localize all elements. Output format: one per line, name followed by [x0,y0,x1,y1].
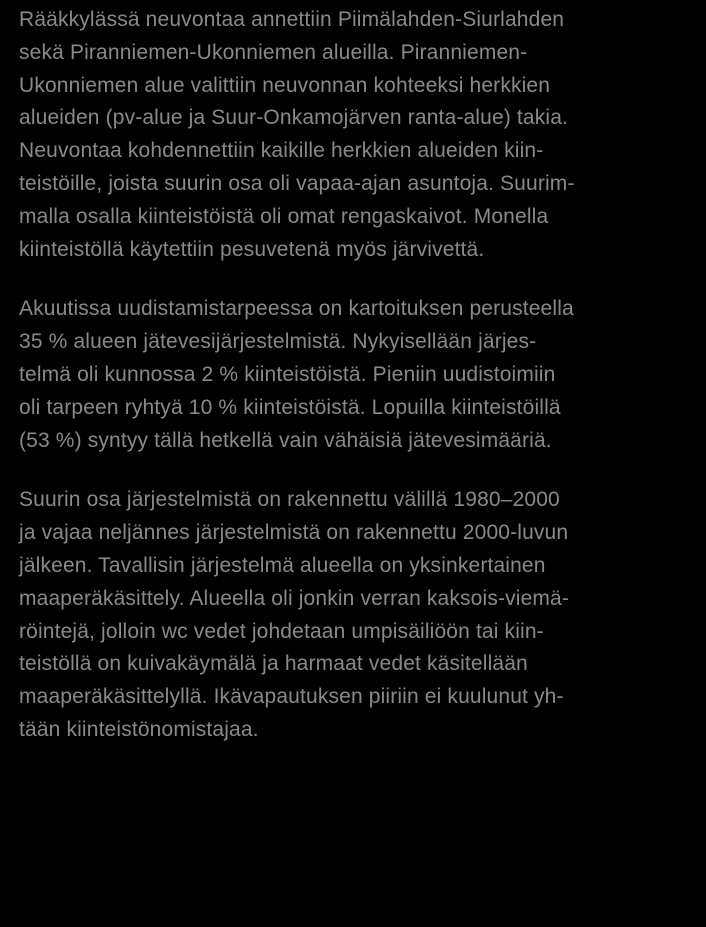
text-line: malla osalla kiinteistöistä oli omat rengaskaivot. Monella [19,204,549,228]
text-line: maaperäkäsittelyllä. Ikävapautuksen piiriin ei kuulunut yh- [19,685,564,709]
text-line: Neuvontaa kohdennettiin kaikille herkkien alueiden kiin- [19,139,544,163]
text-line: Akuutissa uudistamistarpeessa on kartoituksen perusteella [19,297,574,321]
text-line: 35 % alueen jätevesijärjestelmistä. Nykyisellään järjes- [19,330,537,354]
text-line: (53 %) syntyy tällä hetkellä vain vähäisiä jätevesimääriä. [19,428,552,452]
text-line: alueiden (pv-alue ja Suur-Onkamojärven ranta-alue) takia. [19,106,569,130]
text-line: kiinteistöllä käytettiin pesuvetenä myös järvivettä. [19,237,485,261]
text-line: telmä oli kunnossa 2 % kiinteistöistä. Pieniin uudistoimiin [19,362,556,386]
text-line: teistöllä on kuivakäymälä ja harmaat vedet käsitellään [19,652,528,676]
text-line: teistöille, joista suurin osa oli vapaa-ajan asuntoja. Suurim- [19,171,575,195]
text-line: tään kiinteistönomistajaa. [19,717,259,741]
text-line: oli tarpeen ryhtyä 10 % kiinteistöistä. Lopuilla kiinteistöillä [19,395,561,419]
text-line: Ukonniemen alue valittiin neuvonnan kohteeksi herkkien [19,73,551,97]
text-line: röintejä, jolloin wc vedet johdetaan umpisäiliöön tai kiin- [19,619,544,643]
text-line: maaperäkäsittely. Alueella oli jonkin verran kaksois-viemä- [19,586,570,610]
text-line: ja vajaa neljännes järjestelmistä on rakennettu 2000-luvun [19,521,569,545]
text-line: Suurin osa järjestelmistä on rakennettu välillä 1980–2000 [19,488,560,512]
paragraph-neuvonta-alueet [19,4,692,266]
paragraph-uudistamistarve [19,293,692,457]
text-line: Rääkkylässä neuvontaa annettiin Piimälahden-Siurlahden [19,8,565,31]
text-line: jälkeen. Tavallisin järjestelmä alueella on yksinkertainen [19,553,546,577]
text-line: sekä Piranniemen-Ukonniemen alueilla. Piranniemen- [19,40,528,64]
paragraph-jarjestelmat [19,484,692,746]
